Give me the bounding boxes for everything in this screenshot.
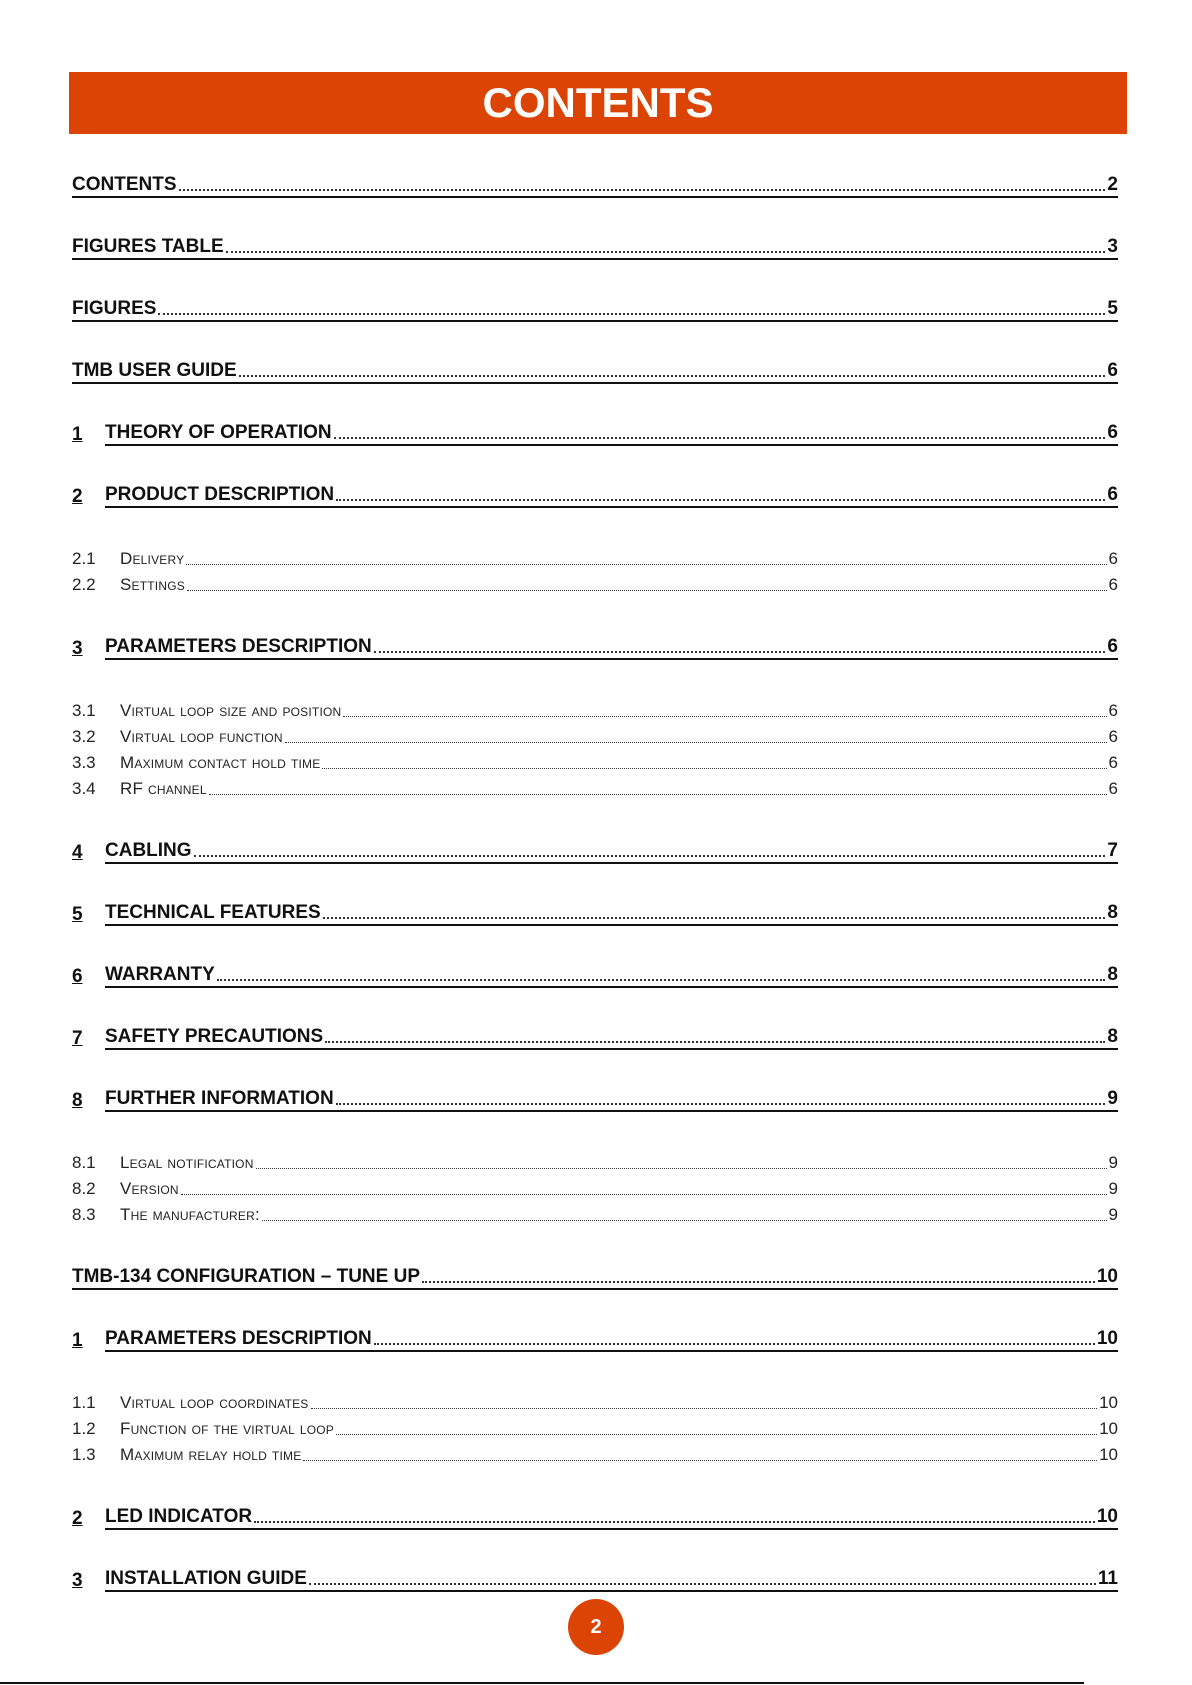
toc-entry-title: Maximum relay hold time [120, 1445, 302, 1464]
table-of-contents [72, 168, 1118, 1592]
toc-entry[interactable] [72, 1082, 1118, 1112]
toc-entry-title: TECHNICAL FEATURES [105, 902, 321, 923]
toc-entry-title: Legal notification [120, 1153, 254, 1172]
toc-entry-page: 10 [1096, 1266, 1118, 1287]
contents-banner [69, 72, 1127, 134]
toc-entry-link[interactable] [72, 1266, 1118, 1290]
dot-leader [262, 1220, 1107, 1221]
toc-entry-link[interactable] [120, 575, 1118, 595]
toc-entry-title: LED INDICATOR [105, 1506, 253, 1527]
dot-leader [179, 189, 1106, 191]
toc-entry-title: TMB USER GUIDE [72, 360, 237, 381]
toc-entry-link[interactable] [105, 1568, 1118, 1592]
toc-entry[interactable] [72, 1173, 1118, 1199]
toc-entry-page: 6 [1108, 727, 1118, 746]
dot-leader [322, 768, 1106, 769]
toc-entry-number: 6 [72, 966, 83, 987]
toc-entry-number: 8 [72, 1090, 83, 1111]
toc-entry-link[interactable] [105, 1026, 1118, 1050]
toc-entry-link[interactable] [120, 779, 1118, 799]
toc-entry-number: 3.3 [72, 753, 96, 772]
toc-entry-page: 10 [1099, 1445, 1118, 1464]
toc-entry-link[interactable] [105, 1506, 1118, 1530]
toc-entry-number: 3.1 [72, 701, 96, 720]
dot-leader [158, 313, 1105, 315]
toc-entry[interactable] [72, 1387, 1118, 1413]
toc-entry-number: 8.1 [72, 1153, 96, 1172]
footer-divider [0, 1682, 1084, 1684]
dot-leader [311, 1408, 1098, 1409]
toc-entry-title: PARAMETERS DESCRIPTION [105, 1328, 372, 1349]
toc-entry-link[interactable] [105, 636, 1118, 660]
toc-entry[interactable] [72, 292, 1118, 322]
toc-entry[interactable] [72, 478, 1118, 508]
toc-entry-number: 4 [72, 842, 83, 863]
dot-leader [336, 1434, 1097, 1435]
toc-entry-link[interactable] [120, 1205, 1118, 1225]
dot-leader [226, 251, 1106, 253]
toc-entry-title: Virtual loop function [120, 727, 283, 746]
toc-entry[interactable] [72, 958, 1118, 988]
dot-leader [217, 979, 1106, 981]
toc-entry[interactable] [72, 354, 1118, 384]
page-number: 2 [590, 1615, 602, 1638]
toc-entry-link[interactable] [72, 174, 1118, 198]
toc-entry-number: 1 [72, 1330, 83, 1351]
toc-entry-number: 3 [72, 1570, 83, 1591]
toc-entry-link[interactable] [72, 298, 1118, 322]
toc-entry-link[interactable] [105, 840, 1118, 864]
toc-entry-number: 2.1 [72, 549, 96, 568]
dot-leader [256, 1168, 1107, 1169]
toc-entry-title: Delivery [120, 549, 185, 568]
toc-entry[interactable] [72, 1322, 1118, 1352]
dot-leader [334, 437, 1106, 439]
toc-entry-link[interactable] [120, 549, 1118, 569]
toc-entry[interactable] [72, 1199, 1118, 1225]
toc-entry-link[interactable] [105, 1088, 1118, 1112]
dot-leader [239, 375, 1106, 377]
dot-leader [303, 1460, 1097, 1461]
toc-entry-title: INSTALLATION GUIDE [105, 1568, 307, 1589]
dot-leader [209, 794, 1107, 795]
toc-entry-title: PRODUCT DESCRIPTION [105, 484, 335, 505]
dot-leader [194, 855, 1106, 857]
toc-entry[interactable] [72, 695, 1118, 721]
dot-leader [374, 651, 1106, 653]
toc-entry-title: Version [120, 1179, 179, 1198]
toc-entry-link[interactable] [120, 1179, 1118, 1199]
toc-entry[interactable] [72, 1562, 1118, 1592]
toc-entry-page: 6 [1107, 360, 1118, 381]
toc-entry-link[interactable] [105, 422, 1118, 446]
toc-entry-page: 10 [1096, 1506, 1118, 1527]
toc-entry[interactable] [72, 773, 1118, 799]
toc-entry-link[interactable] [120, 1153, 1118, 1173]
toc-entry-title: Virtual loop coordinates [120, 1393, 309, 1412]
toc-entry[interactable] [72, 896, 1118, 926]
toc-entry[interactable] [72, 721, 1118, 747]
toc-entry-title: The manufacturer: [120, 1205, 260, 1224]
dot-leader [336, 499, 1105, 501]
toc-entry-page: 6 [1107, 422, 1118, 443]
toc-entry-page: 3 [1107, 236, 1118, 257]
toc-entry-page: 5 [1107, 298, 1118, 319]
toc-entry-title: Function of the virtual loop [120, 1419, 335, 1438]
toc-entry-link[interactable] [120, 1393, 1118, 1413]
toc-entry-title: THEORY OF OPERATION [105, 422, 332, 443]
dot-leader [186, 564, 1106, 565]
dot-leader [254, 1521, 1095, 1523]
toc-entry[interactable] [72, 230, 1118, 260]
toc-entry-page: 6 [1108, 575, 1118, 594]
toc-entry[interactable] [72, 1260, 1118, 1290]
toc-entry-number: 8.2 [72, 1179, 96, 1198]
toc-entry-page: 10 [1099, 1419, 1118, 1438]
dot-leader [323, 917, 1106, 919]
toc-entry-title: CONTENTS [72, 174, 177, 195]
toc-entry-number: 1.2 [72, 1419, 96, 1438]
toc-entry-number: 7 [72, 1028, 83, 1049]
toc-entry-number: 2.2 [72, 575, 96, 594]
toc-entry[interactable] [72, 630, 1118, 660]
toc-entry-page: 8 [1107, 1026, 1118, 1047]
toc-entry-page: 9 [1108, 1179, 1118, 1198]
toc-entry-page: 7 [1107, 840, 1118, 861]
toc-entry[interactable] [72, 1413, 1118, 1439]
toc-entry[interactable] [72, 168, 1118, 198]
toc-entry-number: 3.2 [72, 727, 96, 746]
toc-entry-title: PARAMETERS DESCRIPTION [105, 636, 372, 657]
toc-entry-link[interactable] [120, 727, 1118, 747]
toc-entry-title: Virtual loop size and position [120, 701, 342, 720]
toc-entry-link[interactable] [105, 1328, 1118, 1352]
toc-entry-page: 2 [1107, 174, 1118, 195]
toc-entry[interactable] [72, 543, 1118, 569]
dot-leader [309, 1583, 1096, 1585]
toc-entry-page: 8 [1107, 964, 1118, 985]
toc-entry-page: 6 [1108, 779, 1118, 798]
toc-entry-page: 6 [1107, 636, 1118, 657]
toc-entry-page: 9 [1108, 1205, 1118, 1224]
banner-title: CONTENTS [482, 79, 714, 126]
toc-entry-number: 1 [72, 424, 83, 445]
toc-entry-page: 11 [1097, 1568, 1118, 1589]
toc-entry-number: 2 [72, 1508, 83, 1529]
toc-entry-page: 8 [1107, 902, 1118, 923]
dot-leader [374, 1343, 1095, 1345]
toc-entry-link[interactable] [105, 964, 1118, 988]
toc-entry-page: 6 [1107, 484, 1118, 505]
toc-entry-page: 10 [1096, 1328, 1118, 1349]
toc-entry-title: CABLING [105, 840, 192, 861]
toc-entry-link[interactable] [120, 701, 1118, 721]
toc-entry-number: 3 [72, 638, 83, 659]
toc-entry-title: FIGURES [72, 298, 157, 319]
toc-entry[interactable] [72, 1147, 1118, 1173]
toc-entry-title: FIGURES TABLE [72, 236, 224, 257]
toc-entry-link[interactable] [105, 484, 1118, 508]
dot-leader [343, 716, 1106, 717]
toc-entry-title: RF channel [120, 779, 207, 798]
toc-entry[interactable] [72, 569, 1118, 595]
toc-entry-page: 9 [1107, 1088, 1118, 1109]
toc-entry-title: SAFETY PRECAUTIONS [105, 1026, 324, 1047]
toc-entry-title: Maximum contact hold time [120, 753, 321, 772]
toc-entry-page: 9 [1108, 1153, 1118, 1172]
toc-entry[interactable] [72, 747, 1118, 773]
toc-entry-title: Settings [120, 575, 185, 594]
toc-entry-title: FURTHER INFORMATION [105, 1088, 334, 1109]
toc-entry-page: 10 [1099, 1393, 1118, 1412]
toc-entry-number: 2 [72, 486, 83, 507]
toc-entry[interactable] [72, 1439, 1118, 1465]
dot-leader [285, 742, 1107, 743]
toc-entry-number: 1.1 [72, 1393, 96, 1412]
dot-leader [422, 1281, 1095, 1283]
toc-entry-page: 6 [1108, 753, 1118, 772]
toc-entry[interactable] [72, 1020, 1118, 1050]
toc-entry-link[interactable] [120, 1419, 1118, 1439]
dot-leader [187, 590, 1107, 591]
toc-entry-number: 3.4 [72, 779, 96, 798]
toc-entry-title: WARRANTY [105, 964, 215, 985]
toc-entry[interactable] [72, 834, 1118, 864]
dot-leader [336, 1103, 1106, 1105]
toc-entry-number: 1.3 [72, 1445, 96, 1464]
toc-entry-page: 6 [1108, 549, 1118, 568]
toc-entry-link[interactable] [72, 236, 1118, 260]
page-number-badge [568, 1599, 624, 1655]
toc-entry-link[interactable] [120, 753, 1118, 773]
dot-leader [181, 1194, 1107, 1195]
toc-entry-link[interactable] [105, 902, 1118, 926]
toc-entry-title: TMB-134 CONFIGURATION – TUNE UP [72, 1266, 421, 1287]
toc-entry-link[interactable] [72, 360, 1118, 384]
toc-entry-number: 5 [72, 904, 83, 925]
toc-entry-link[interactable] [120, 1445, 1118, 1465]
toc-entry[interactable] [72, 1500, 1118, 1530]
toc-entry[interactable] [72, 416, 1118, 446]
toc-entry-page: 6 [1108, 701, 1118, 720]
toc-entry-number: 8.3 [72, 1205, 96, 1224]
dot-leader [325, 1041, 1105, 1043]
